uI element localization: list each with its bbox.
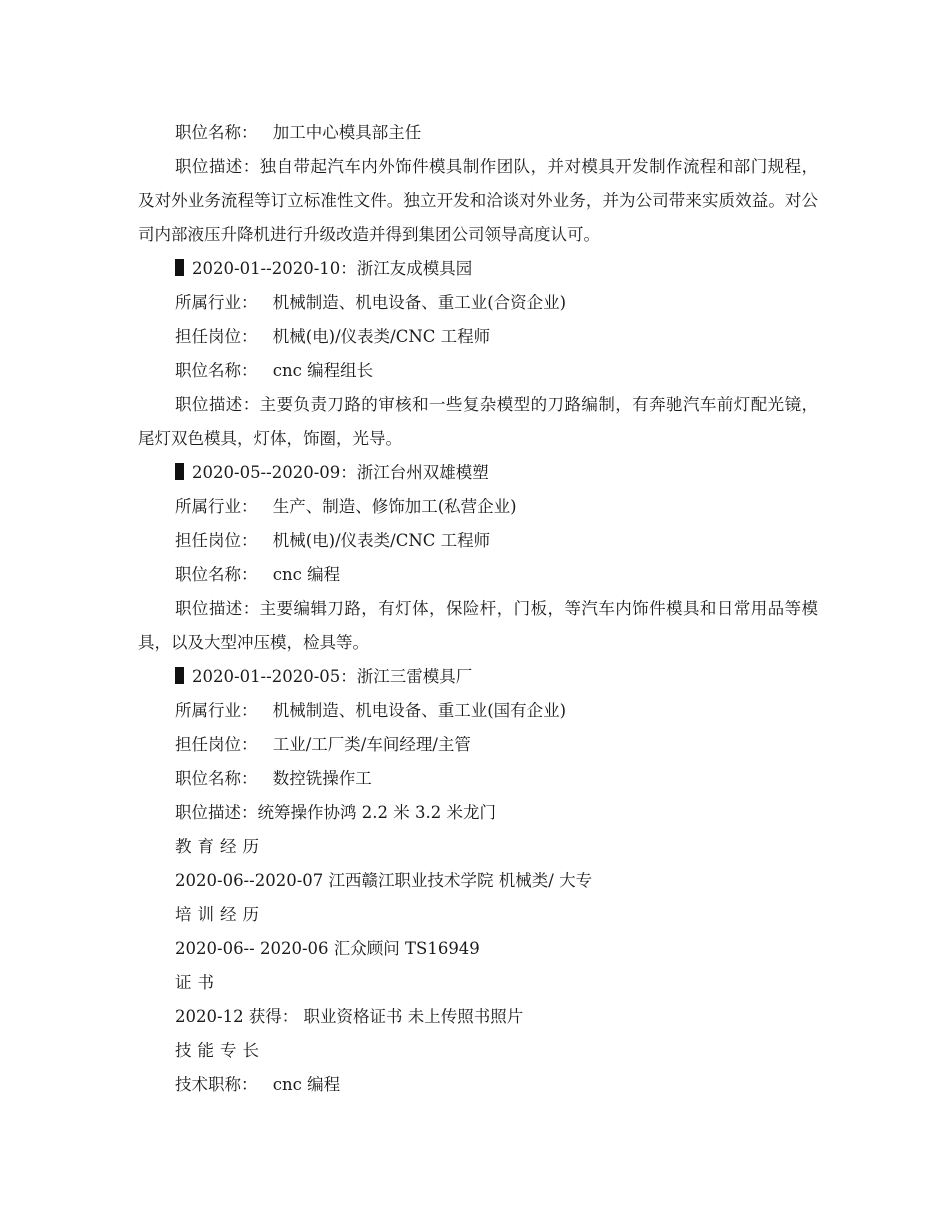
bullet-icon — [175, 259, 184, 276]
education-entry: 2020-06--2020-07 江西赣江职业技术学院 机械类/ 大专 — [175, 871, 593, 890]
job-description-value: 主要编辑刀路，有灯体，保险杆，门板，等汽车内饰件模具和日常用品等模具，以及大型冲压模，检具等。 — [138, 599, 819, 652]
job-description-value: 统筹操作协鸿 2.2 米 3.2 米龙门 — [257, 803, 496, 822]
job-description-label: 职位描述： — [175, 395, 260, 414]
job-description-label: 职位描述： — [175, 599, 260, 618]
training-section-title: 培训经历 — [175, 905, 265, 924]
tech-title-label: 技术职称： — [175, 1075, 258, 1094]
industry-label: 所属行业： — [175, 293, 258, 312]
certificate-section-title: 证书 — [175, 973, 220, 992]
job-title-label: 职位名称： — [175, 565, 258, 584]
post-label: 担任岗位： — [175, 531, 258, 550]
job-description-value: 独自带起汽车内外饰件模具制作团队，并对模具开发制作流程和部门规程，及对外业务流程等订立标准性文件。独立开发和洽谈对外业务，并为公司带来实质效益。对公司内部液压升降机进行升级改造并得到集团公司领导高度认可。 — [138, 157, 819, 244]
certificate-entry: 2020-12 获得： 职业资格证书 未上传照书照片 — [175, 1007, 524, 1026]
post-label: 担任岗位： — [175, 735, 258, 754]
job-description — [138, 150, 818, 252]
job-title-value: 数控铣操作工 — [272, 769, 372, 788]
job-entry-header — [138, 456, 818, 490]
job-period-company: 2020-01--2020-05：浙江三雷模具厂 — [192, 667, 473, 686]
job-title-value: cnc 编程组长 — [272, 361, 374, 380]
post-row — [138, 524, 818, 558]
industry-value: 生产、制造、修饰加工(私营企业) — [272, 497, 517, 516]
job-title-row — [138, 558, 818, 592]
job-description-label: 职位描述： — [175, 803, 258, 822]
job-title-label: 职位名称： — [175, 769, 258, 788]
training-entry: 2020-06-- 2020-06 汇众顾问 TS16949 — [175, 939, 480, 958]
job-period-company: 2020-05--2020-09：浙江台州双雄模塑 — [192, 463, 489, 482]
job-title-row — [138, 354, 818, 388]
industry-row — [138, 694, 818, 728]
job-entry-header — [138, 252, 818, 286]
job-entry-header — [138, 660, 818, 694]
industry-label: 所属行业： — [175, 701, 258, 720]
tech-title-value: cnc 编程 — [272, 1075, 341, 1094]
industry-row — [138, 490, 818, 524]
bullet-icon — [175, 667, 184, 684]
industry-row — [138, 286, 818, 320]
work-experience-section — [138, 116, 818, 1102]
education-section-title: 教育经历 — [175, 837, 265, 856]
post-row — [138, 320, 818, 354]
industry-value: 机械制造、机电设备、重工业(合资企业) — [272, 293, 567, 312]
post-value: 机械(电)/仪表类/CNC 工程师 — [272, 531, 491, 550]
job-description — [138, 592, 818, 660]
post-value: 机械(电)/仪表类/CNC 工程师 — [272, 327, 491, 346]
industry-value: 机械制造、机电设备、重工业(国有企业) — [272, 701, 567, 720]
job-title-label: 职位名称： — [175, 361, 258, 380]
job-title-value: 加工中心模具部主任 — [272, 123, 422, 142]
industry-label: 所属行业： — [175, 497, 258, 516]
skills-section-title: 技能专长 — [175, 1041, 265, 1060]
job-title-row — [138, 762, 818, 796]
job-title-row — [138, 116, 818, 150]
post-value: 工业/工厂类/车间经理/主管 — [272, 735, 471, 754]
post-label: 担任岗位： — [175, 327, 258, 346]
job-title-label: 职位名称： — [175, 123, 258, 142]
job-description — [138, 796, 818, 830]
tech-title-row — [138, 1068, 818, 1102]
job-description-value: 主要负责刀路的审核和一些复杂模型的刀路编制，有奔驰汽车前灯配光镜，尾灯双色模具，灯体，饰圈，光导。 — [138, 395, 819, 448]
job-description-label: 职位描述： — [175, 157, 260, 176]
job-description — [138, 388, 818, 456]
bullet-icon — [175, 463, 184, 480]
post-row — [138, 728, 818, 762]
job-period-company: 2020-01--2020-10：浙江友成模具园 — [192, 259, 473, 278]
job-title-value: cnc 编程 — [272, 565, 341, 584]
